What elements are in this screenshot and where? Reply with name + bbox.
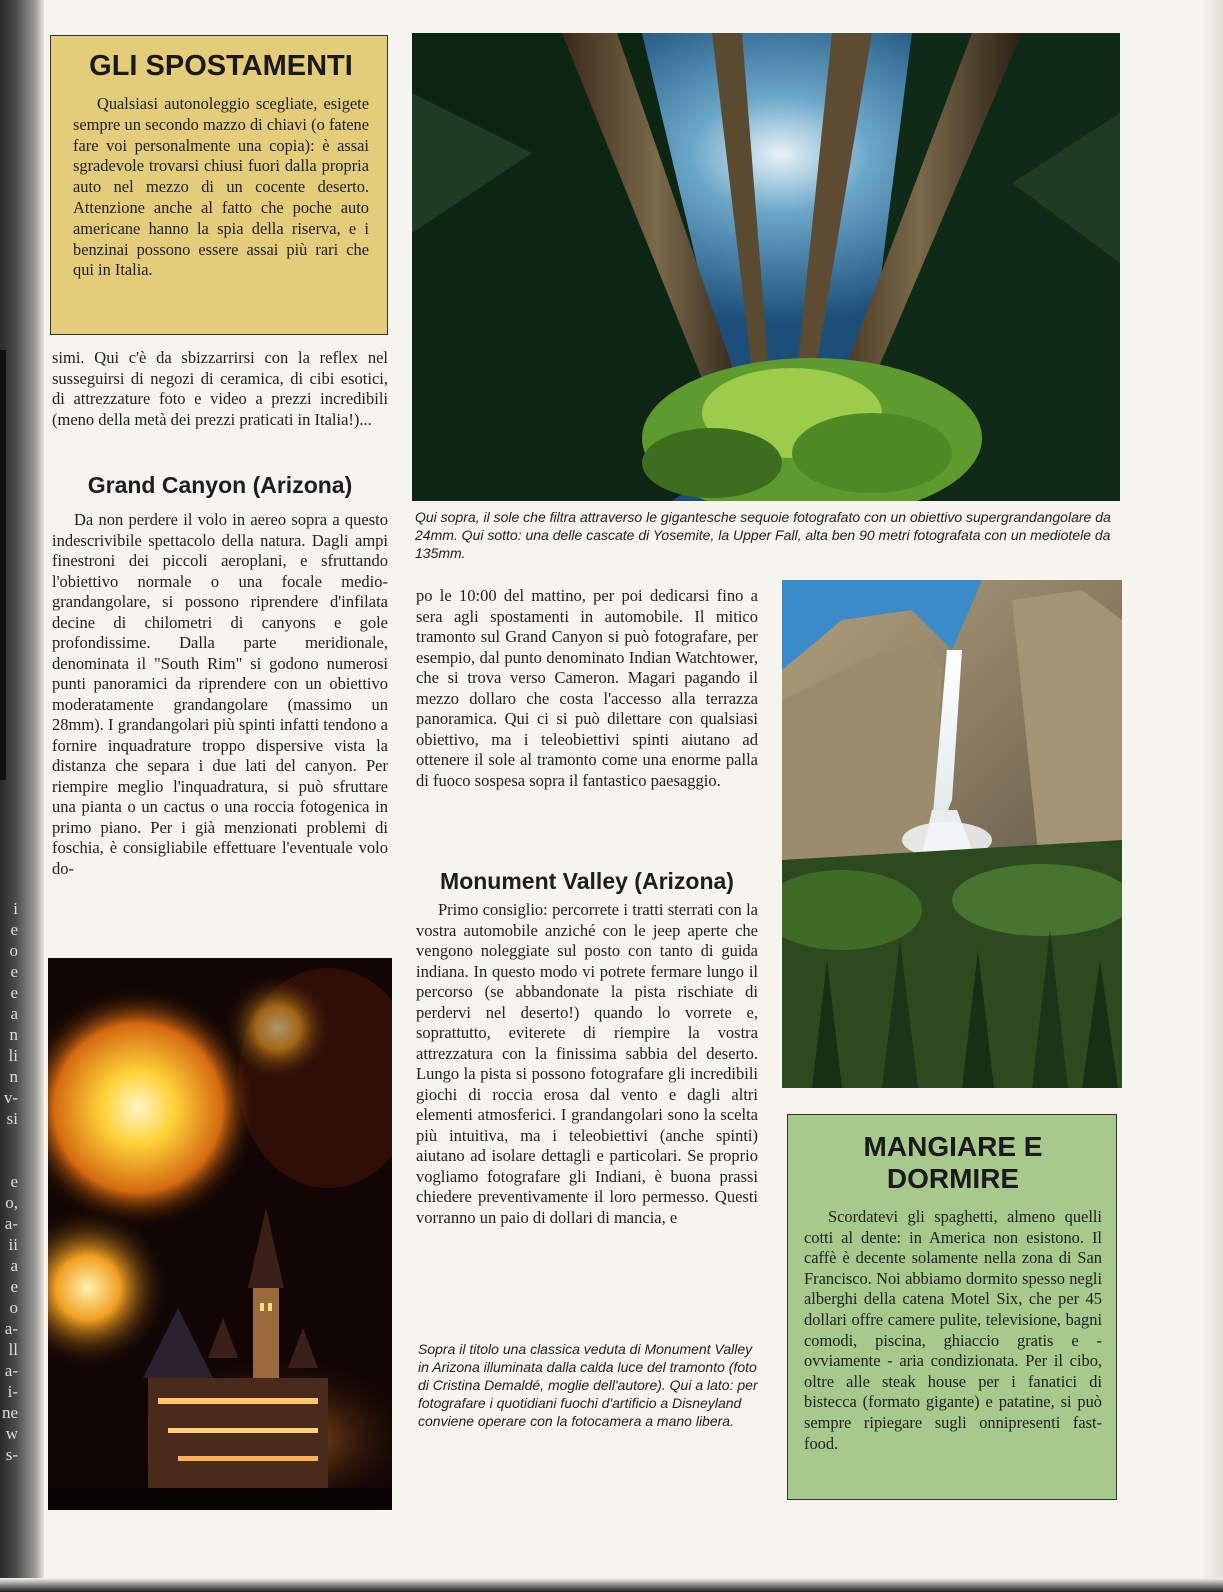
gutter-letter: e [10, 962, 18, 981]
gutter-letter: a- [4, 1214, 18, 1233]
gutter-letter: li [8, 1046, 18, 1065]
gutter-letter: i- [7, 1382, 18, 1401]
gutter-letter: s- [5, 1445, 18, 1464]
gutter-letter: e [10, 1277, 18, 1296]
grand-canyon-text-2: po le 10:00 del mattino, per poi dedicarsi fino a sera agli spostamenti in automobile. Il mitico tramonto sul Grand Canyon si può fotografare, per esempio, dal punto denominato Indian Watchtower, che si trova verso Cameron. Magari pagando il mezzo dollaro che costa l'accesso alla terrazza panoramica. Qui ci si può dilettare con qualsiasi obiettivo, ma i teleobiettivi spinti aiutano ad ottenere il sole al tramonto come una enorme palla di fuoco sospesa sopra il fantastico paesaggio. [416, 586, 758, 790]
gutter-letter: e [10, 920, 18, 939]
gutter-letter: a- [4, 1319, 18, 1338]
gutter-letter: a [10, 1256, 18, 1275]
bottom-page-edge [0, 1578, 1223, 1592]
disneyland-fireworks-photo [48, 958, 392, 1510]
sidebar-mangiare-title-line2: DORMIRE [886, 1163, 1020, 1194]
gutter-letter: a- [4, 1361, 18, 1380]
gutter-letter: w [5, 1424, 18, 1443]
gutter-letter [0, 1129, 18, 1150]
caption-bottom: Sopra il titolo una classica veduta di Monument Valley in Arizona illuminata dalla calda luce del tramonto (foto di Cristina Demaldé, moglie dell'autore). Qui a lato: per fotografare i quotidiani fuochi d'artificio a Disneyland conviene operare con la fotocamera a mano libera. [418, 1341, 758, 1429]
gutter-letter: v- [3, 1088, 18, 1107]
sidebar-mangiare [787, 1114, 1117, 1500]
monument-valley-heading: Monument Valley (Arizona) [440, 868, 734, 894]
gutter-letters [0, 898, 18, 1465]
gutter-letter: ii [8, 1235, 18, 1254]
gutter-letter: o, [5, 1193, 18, 1212]
yosemite-falls-photo [782, 580, 1122, 1088]
gutter-letter: si [6, 1109, 18, 1128]
gutter-letter: a [10, 1004, 18, 1023]
gutter-letter: o [9, 1298, 18, 1317]
caption-top: Qui sopra, il sole che filtra attraverso le gigantesche sequoie fotografato con un obiettivo supergrandangolare da 24mm. Qui sotto: una delle cascate di Yosemite, la Upper Fall, alta ben 90 metri fotografata con un mediotele da 135mm. [415, 509, 1111, 561]
grand-canyon-heading: Grand Canyon (Arizona) [87, 472, 353, 498]
sidebar-spostamenti [50, 35, 388, 335]
sequoia-photo [412, 33, 1120, 501]
gutter-letter: ne [1, 1403, 18, 1422]
gutter-letter: o [9, 941, 18, 960]
gutter-letter [0, 1150, 18, 1171]
gutter-shadow [0, 350, 6, 780]
right-page-edge [1201, 0, 1223, 1592]
sidebar-mangiare-title-line1: MANGIARE E [863, 1131, 1043, 1162]
grand-canyon-text-1: Da non perdere il volo in aereo sopra a questo indescrivibile spettacolo della natura. Dagli ampi finestroni dei piccoli aeroplani, e sfruttando l'obiettivo normale o una focale medio-grandangolare, si possono riprendere d'infilata decine di chilometri di canyons e gole profondissime. Dalla parte meridionale, denominata il "South Rim" si godono numerosi punti panoramici da riprendere con un obiettivo moderatamente grandangolare (massimo un 28mm). I grandangolari più spinti infatti tendono a fornire inquadrature troppo dispersive vista la distanza che separa i due lati del canyon. Per riempire meglio l'inquadratura, si può sfruttare una pianta o un cactus o una roccia fotogenica in primo piano. Per i già menzionati problemi di foschia, è consigliabile effettuare l'eventuale volo do- [52, 510, 388, 878]
gutter-letter: ll [8, 1340, 18, 1359]
gutter-letter: i [13, 899, 18, 918]
gutter-letter: n [9, 1025, 18, 1044]
gutter-letter: e [10, 983, 18, 1002]
gutter-letter: n [9, 1067, 18, 1086]
sidebar-spostamenti-text: Qualsiasi autonoleggio scegliate, esigete sempre un secondo mazzo di chiavi (o fatene fare voi personalmente una copia): è assai sgradevole trovarsi chiusi fuori dalla propria auto nel mezzo di un cocente deserto. Attenzione anche al fatto che poche auto americane hanno la spia della riserva, e i benzinai possono essere assai più rari che qui in Italia. [73, 94, 369, 280]
sidebar-spostamenti-title: GLI SPOSTAMENTI [89, 50, 353, 82]
gutter-letter: e [10, 1172, 18, 1191]
sidebar-mangiare-text: Scordatevi gli spaghetti, almeno quelli cotti al dente: in America non esistono. Il caffè è decente solamente nella zona di San Francisco. Noi abbiamo dormito spesso negli alberghi della catena Motel Six, che per 45 dollari offre camere pulite, televisione, bagni comodi, piscina, ghiaccio gratis e - ovviamente - aria condizionata. Per il cibo, oltre alle steak house per i fanatici di bistecca (formato gigante) e patatine, si può sempre ripiegare sugli onnipresenti fast-food. [804, 1207, 1102, 1453]
intro-continuation: simi. Qui c'è da sbizzarrirsi con la reflex nel susseguirsi di negozi di ceramica, di cibi esotici, di attrezzature foto e video a prezzi incredibili (meno della metà dei prezzi praticati in Italia!)... [52, 348, 388, 429]
monument-valley-text: Primo consiglio: percorrete i tratti sterrati con la vostra automobile anziché con le jeep aperte che vengono noleggiate sul posto con tanto di guida indiana. In questo modo vi potrete fermare lungo il percorso (se abbandonate la pista rischiate di perdervi nel deserto!) quando lo vorrete e, soprattutto, eviterete di riempire la vostra attrezzatura con la finissima sabbia del deserto. Lungo la pista si possono fotografare gli incredibili giochi di roccia erosa dal vento e dagli altri elementi atmosferici. I grandangolari sono la scelta più intuitiva, ma i teleobiettivi (anche spinti) aiutano ad isolare dettagli e particolari. Se proprio vogliamo fotografare gli Indiani, è buona prassi chiedere preventivamente il loro permesso. Questi vorranno un paio di dollari di mancia, e [416, 900, 758, 1227]
